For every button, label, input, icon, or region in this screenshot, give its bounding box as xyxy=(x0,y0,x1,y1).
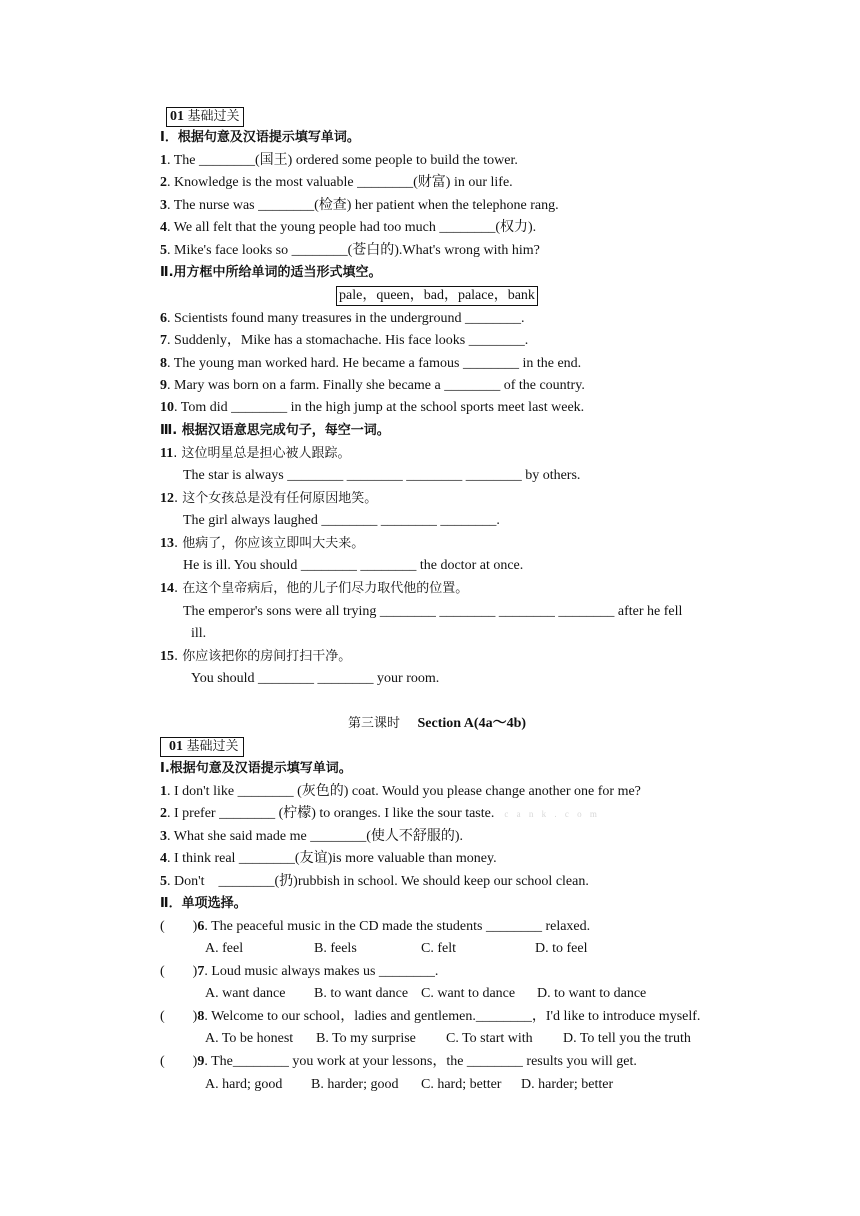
answer-blank[interactable]: ( ) xyxy=(160,919,198,934)
question-item: 5. Mike's face looks so ________(苍白的).What's wrong with him? xyxy=(160,243,540,258)
mc-question: ( )7. Loud music always makes us ________. xyxy=(160,964,439,979)
section-heading: Ⅰ．根据句意及汉语提示填写单词。 xyxy=(160,130,360,145)
word-box: pale，queen，bad，palace，bank xyxy=(336,286,538,306)
lesson-title xyxy=(348,715,526,733)
section-heading: Ⅰ.根据句意及汉语提示填写单词。 xyxy=(160,761,352,776)
question-item: 9. Mary was born on a farm. Finally she became a ________ of the country. xyxy=(160,378,585,393)
question-item: 2. Knowledge is the most valuable ________(财富) in our life. xyxy=(160,175,513,190)
question-item: 4. I think real ________(友谊)is more valuable than money. xyxy=(160,851,497,866)
mc-option: B. to want dance xyxy=(314,986,409,1001)
mc-option: A. hard; good xyxy=(205,1077,283,1092)
lesson-title-en: Section A(4a～4b) xyxy=(417,716,527,731)
question-item: 3. The nurse was ________(检查) her patient when the telephone rang. xyxy=(160,198,559,213)
mc-option: C. hard; better xyxy=(421,1077,502,1092)
question-prompt-cn: 15. 你应该把你的房间打扫干净。 xyxy=(160,649,352,664)
answer-blank[interactable]: ( ) xyxy=(160,1009,198,1024)
question-item: 2. I prefer ________ (柠檬) to oranges. I like the sour taste. c a n k . c o m xyxy=(160,806,600,821)
mc-option: C. To start with xyxy=(446,1031,533,1046)
question-prompt-cn: 14. 在这个皇帝病后，他的儿子们尽力取代他的位置。 xyxy=(160,581,469,596)
section-badge xyxy=(160,737,244,757)
question-item: 8. The young man worked hard. He became a famous ________ in the end. xyxy=(160,356,582,371)
mc-option: B. harder; good xyxy=(311,1077,399,1092)
mc-option: A. want dance xyxy=(205,986,286,1001)
mc-option: D. To tell you the truth xyxy=(563,1031,691,1046)
question-item: 3. What she said made me ________(使人不舒服的). xyxy=(160,829,464,844)
lesson-title-cn: 第三课时 xyxy=(348,716,401,731)
mc-option: C. want to dance xyxy=(421,986,516,1001)
question-item: 1. The ________(国王) ordered some people to build the tower. xyxy=(160,153,518,168)
mc-option: D. harder; better xyxy=(521,1077,614,1092)
answer-blank[interactable]: ( ) xyxy=(160,964,198,979)
badge-label: 基础过关 xyxy=(187,109,240,124)
answer-line-continuation: ill. xyxy=(191,626,207,641)
question-prompt-cn: 13. 他病了，你应该立即叫大夫来。 xyxy=(160,536,365,551)
mc-option: B. feels xyxy=(314,941,357,956)
answer-line: You should ________ ________ your room. xyxy=(191,671,440,686)
answer-line: He is ill. You should ________ ________ the doctor at once. xyxy=(183,558,524,573)
question-item: 5. Don't ________(扔)rubbish in school. We should keep our school clean. xyxy=(160,874,589,889)
badge-number: 01 xyxy=(170,109,184,124)
question-item: 7. Suddenly，Mike has a stomachache. His face looks ________. xyxy=(160,333,529,348)
mc-question: ( )6. The peaceful music in the CD made the students ________ relaxed. xyxy=(160,919,591,934)
badge-label: 基础过关 xyxy=(186,739,239,754)
mc-question: ( )8. Welcome to our school，ladies and gentlemen.________，I'd like to introduce myself. xyxy=(160,1009,701,1024)
question-item: 1. I don't like ________ (灰色的) coat. Would you please change another one for me? xyxy=(160,784,641,799)
mc-option: A. To be honest xyxy=(205,1031,294,1046)
answer-blank[interactable]: ( ) xyxy=(160,1054,198,1069)
section-heading: Ⅲ. 根据汉语意思完成句子，每空一词。 xyxy=(160,423,390,438)
question-prompt-cn: 11. 这位明星总是担心被人跟踪。 xyxy=(160,446,351,461)
watermark-text: c a n k . c o m xyxy=(504,809,600,819)
question-item: 10. Tom did ________ in the high jump at the school sports meet last week. xyxy=(160,400,585,415)
question-item: 6. Scientists found many treasures in the underground ________. xyxy=(160,311,525,326)
mc-option: A. feel xyxy=(205,941,244,956)
section-heading: Ⅱ．单项选择。 xyxy=(160,896,247,911)
answer-line: The emperor's sons were all trying ________ ________ ________ ________ after he fell xyxy=(183,604,683,619)
badge-number: 01 xyxy=(169,739,183,754)
mc-question: ( )9. The________ you work at your lessons，the ________ results you will get. xyxy=(160,1054,637,1069)
answer-line: The girl always laughed ________ ________ ________. xyxy=(183,513,500,528)
question-prompt-cn: 12. 这个女孩总是没有任何原因地笑。 xyxy=(160,491,378,506)
section-badge xyxy=(166,107,244,127)
mc-option: D. to want to dance xyxy=(537,986,647,1001)
question-item: 4. We all felt that the young people had too much ________(权力). xyxy=(160,220,537,235)
mc-option: C. felt xyxy=(421,941,456,956)
section-heading: Ⅱ.用方框中所给单词的适当形式填空。 xyxy=(160,265,382,280)
answer-line: The star is always ________ ________ ________ ________ by others. xyxy=(183,468,581,483)
mc-option: B. To my surprise xyxy=(316,1031,416,1046)
mc-option: D. to feel xyxy=(535,941,588,956)
